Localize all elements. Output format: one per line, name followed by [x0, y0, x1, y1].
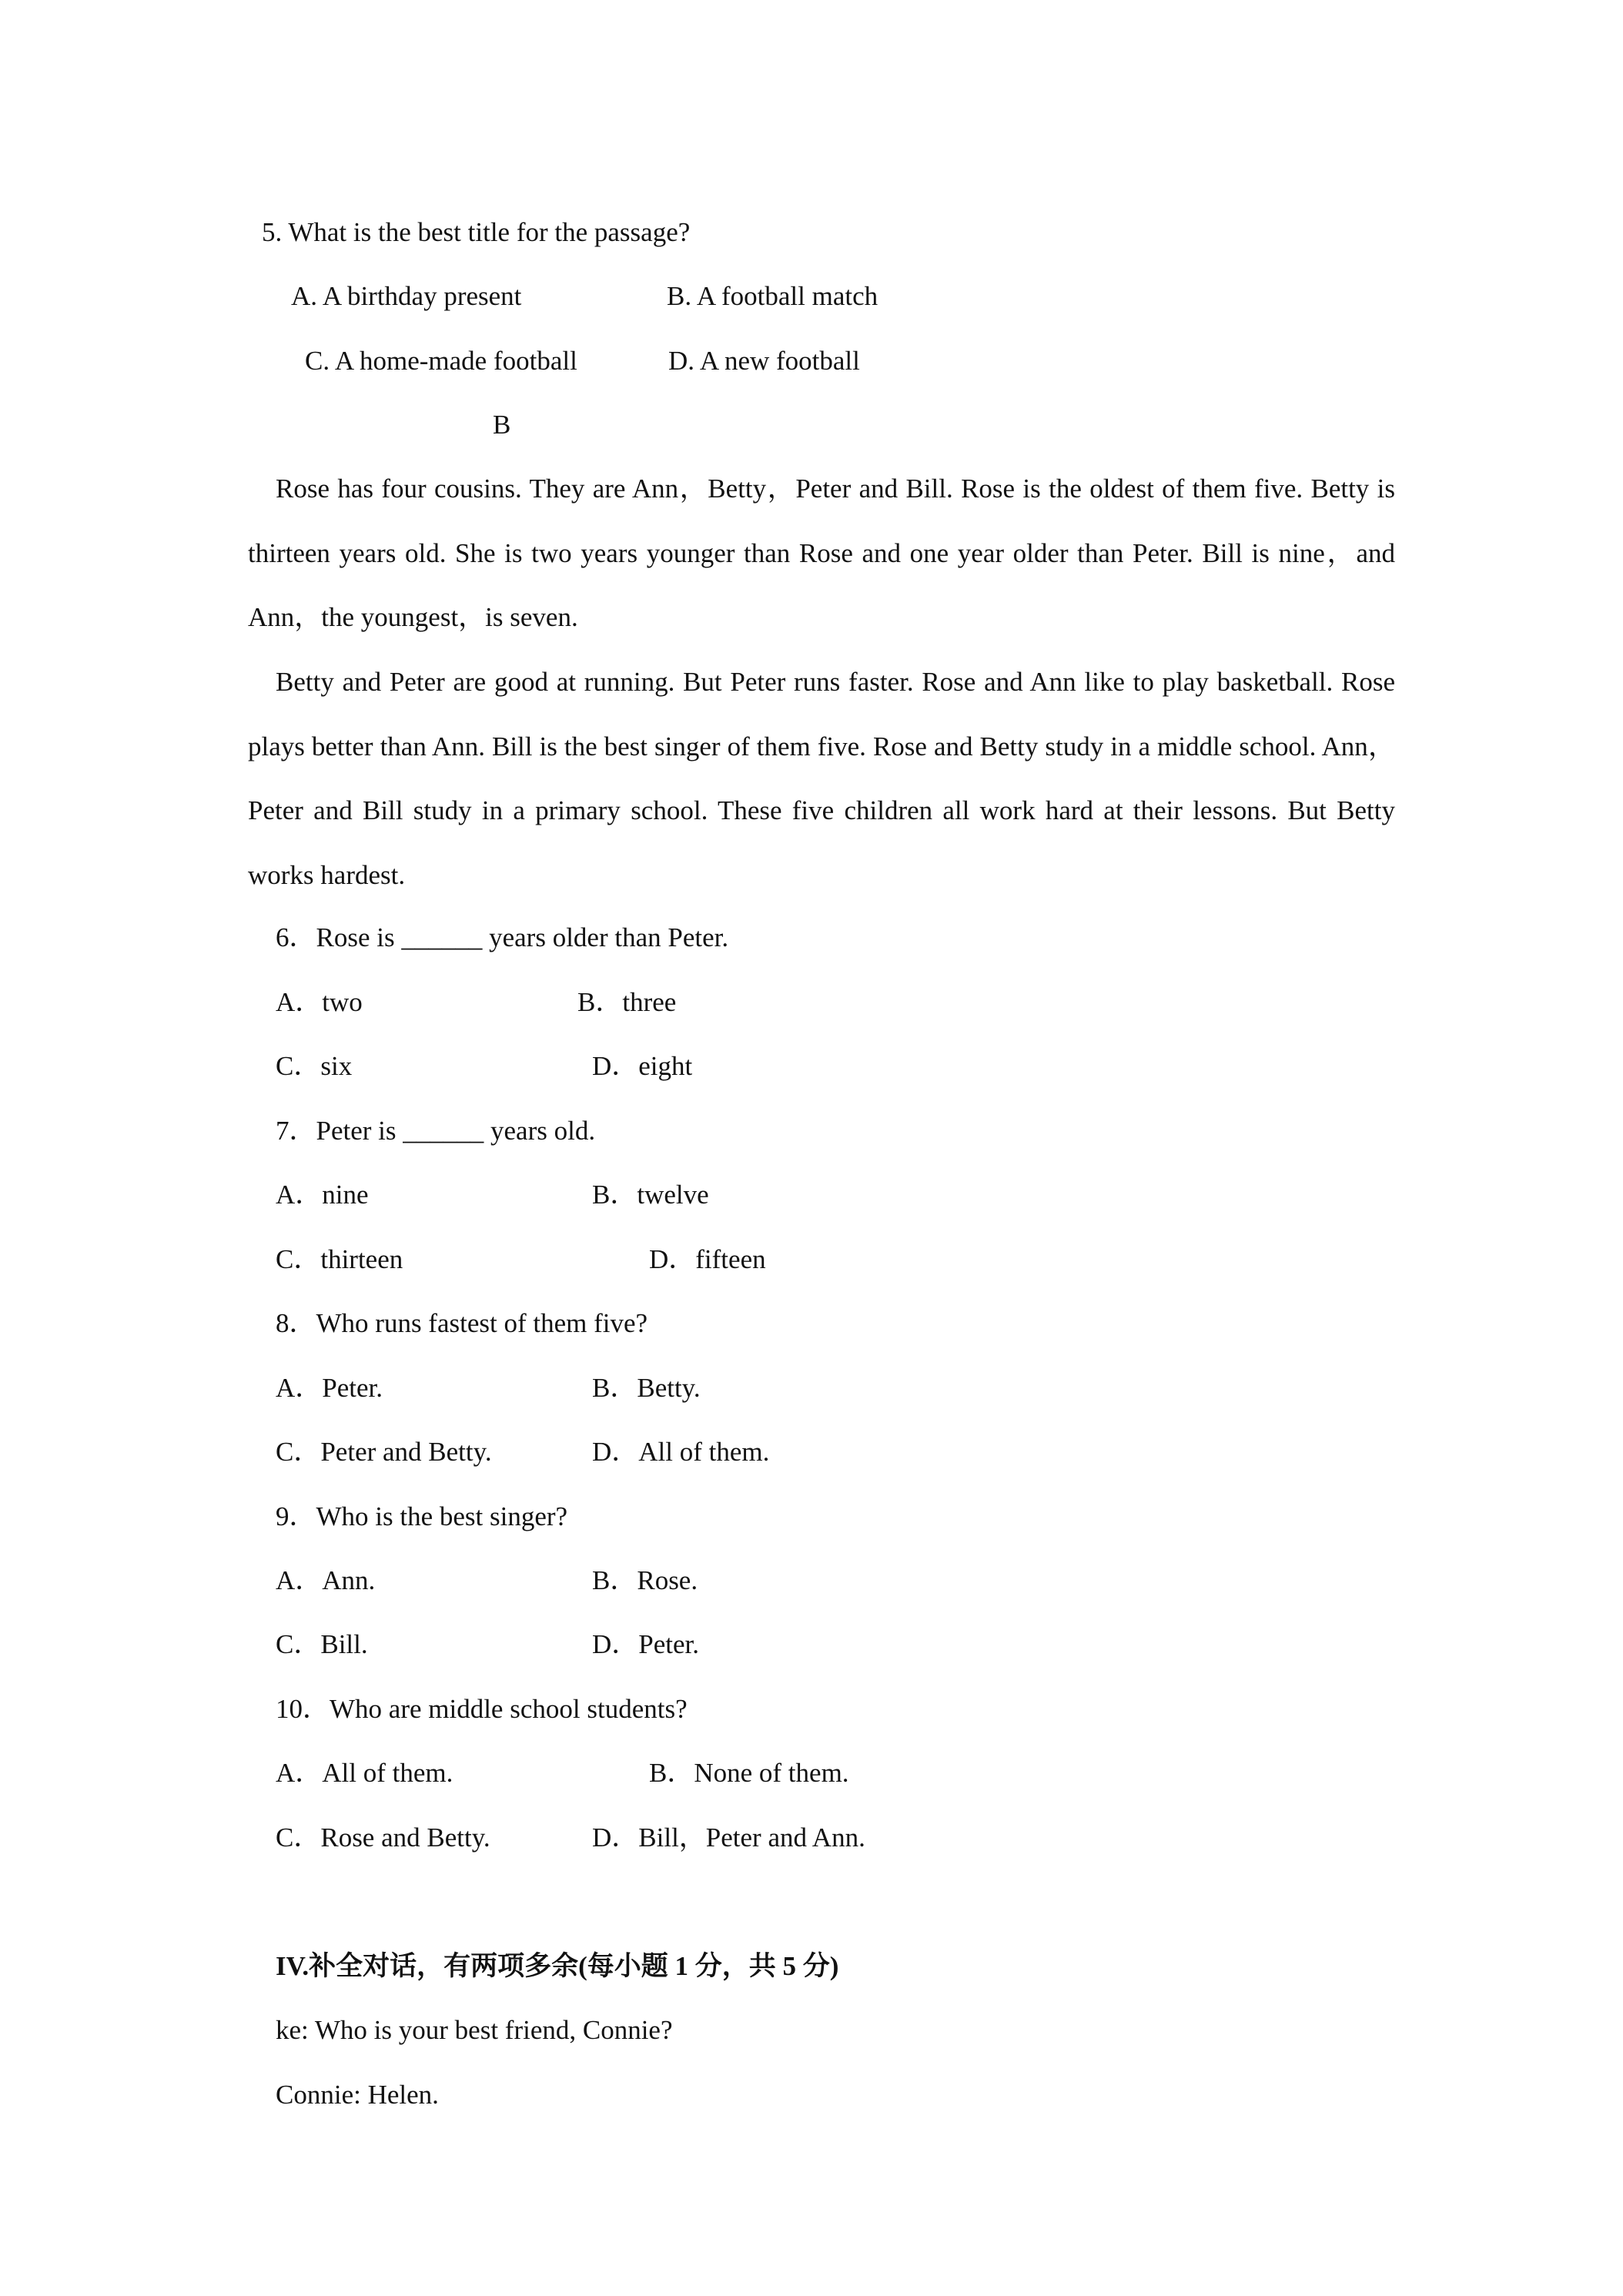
q5-option-c: C. A home-made football — [305, 346, 577, 376]
question-8: 8．Who runs fastest of them five? — [276, 1308, 648, 1338]
q8-option-a: A．Peter. — [276, 1373, 383, 1403]
passage-paragraph-2-text: Betty and Peter are good at running. But Peter runs faster. Rose and Ann like to play basketball. Rose plays better than Ann. Bill is the best singer of them five. Rose and Betty study in a middle school. Ann，Peter and Bill study in a primary school. These five children all work hard at their lessons. But Betty works hardest. — [248, 667, 1395, 890]
section-iv-heading: IV.补全对话，有两项多余(每小题 1 分，共 5 分) — [276, 1951, 839, 1981]
q6-option-b: B．three — [577, 987, 677, 1017]
q6-option-d: D．eight — [592, 1051, 693, 1081]
passage-paragraph-1 — [248, 457, 1395, 650]
section-b-label: B — [493, 410, 511, 440]
q9-option-b: B．Rose. — [592, 1565, 698, 1595]
q7-option-b: B．twelve — [592, 1180, 709, 1210]
passage-paragraph-2 — [248, 650, 1395, 907]
question-5: 5. What is the best title for the passage? — [262, 217, 691, 247]
q7-option-d: D．fifteen — [649, 1244, 766, 1274]
passage-paragraph-1-text: Rose has four cousins. They are Ann，Betty，Peter and Bill. Rose is the oldest of them five. Betty is thirteen years old. She is two years younger than Rose and one year older than Peter. Bill is nine，and Ann，the youngest，is seven. — [248, 474, 1395, 632]
q10-option-a: A．All of them. — [276, 1758, 453, 1788]
q9-option-a: A．Ann. — [276, 1565, 376, 1595]
q6-option-a: A．two — [276, 987, 363, 1017]
question-6: 6．Rose is ______ years older than Peter. — [276, 922, 729, 952]
question-7: 7．Peter is ______ years old. — [276, 1116, 596, 1146]
question-9: 9．Who is the best singer? — [276, 1501, 568, 1531]
q7-option-c: C．thirteen — [276, 1244, 403, 1274]
q8-option-d: D．All of them. — [592, 1437, 770, 1467]
question-10: 10．Who are middle school students? — [276, 1694, 688, 1724]
q5-option-a: A. A birthday present — [291, 281, 522, 311]
q10-option-b: B．None of them. — [649, 1758, 849, 1788]
q7-option-a: A．nine — [276, 1180, 369, 1210]
q5-option-d: D. A new football — [668, 346, 860, 376]
q5-option-b: B. A football match — [667, 281, 878, 311]
q10-option-d: D．Bill，Peter and Ann. — [592, 1822, 865, 1853]
q8-option-c: C．Peter and Betty. — [276, 1437, 492, 1467]
dialogue-line-2: Connie: Helen. — [276, 2080, 439, 2110]
q8-option-b: B．Betty. — [592, 1373, 701, 1403]
q9-option-c: C．Bill. — [276, 1629, 368, 1659]
dialogue-line-1: ke: Who is your best friend, Connie? — [276, 2015, 673, 2045]
q6-option-c: C．six — [276, 1051, 353, 1081]
q10-option-c: C．Rose and Betty. — [276, 1822, 490, 1853]
q9-option-d: D．Peter. — [592, 1629, 700, 1659]
